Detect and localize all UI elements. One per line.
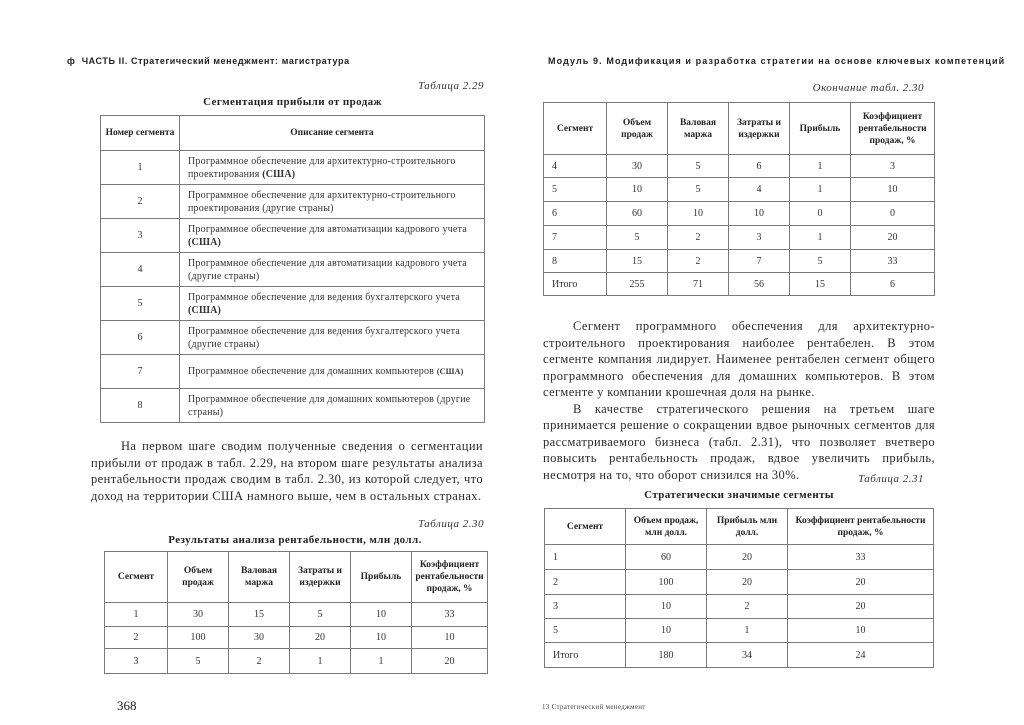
cell: 56 — [729, 273, 790, 296]
body-paragraph: На первом шаге сводим полученные сведения о сегментации прибыли от продаж в табл. 2.29, на втором шаге результаты анализа рентабельности продаж сводим в табл. 2.30, из которой следует, что доход на территории США намного выше, чем в остальных странах. — [91, 439, 483, 503]
col-header: Валовая маржа — [229, 552, 290, 603]
cell: 10 — [851, 178, 935, 202]
cell: 100 — [626, 570, 707, 595]
col-header: Прибыль млн долл. — [707, 509, 788, 545]
col-header: Коэффициент рентабельности продаж, % — [788, 509, 934, 545]
cell: 3 — [545, 595, 626, 619]
table-2-29-title: Сегментация прибыли от продаж — [203, 96, 382, 108]
table-row — [545, 595, 934, 619]
cell: 20 — [788, 595, 934, 619]
table-2-30-title: Результаты анализа рентабельности, млн долл. — [168, 534, 422, 546]
cell: 5 — [544, 178, 607, 202]
table-row — [544, 178, 935, 202]
cell: 0 — [790, 202, 851, 226]
cell: 3 — [729, 226, 790, 250]
cell: 5 — [668, 178, 729, 202]
paragraph-1: Сегмент программного обеспечения для архитектурно-строительного проектирования наиболее рентабелен. В этом сегменте компания лидирует. Наименее рентабелен сегмент общего программного обеспечения для домашних компьютеров. В этом сегменте у компании крошечная доля на рынке. — [543, 319, 935, 399]
cell: 8 — [544, 250, 607, 273]
cell: 20 — [290, 627, 351, 649]
table-row — [544, 226, 935, 250]
cell: 15 — [229, 603, 290, 627]
cell: 6 — [729, 155, 790, 178]
table-row — [101, 355, 485, 389]
col-header: Объем продаж — [168, 552, 229, 603]
cell: 30 — [229, 627, 290, 649]
cell: 1 — [790, 226, 851, 250]
col-header: Валовая маржа — [668, 103, 729, 155]
cell: 1 — [790, 155, 851, 178]
cell: 15 — [607, 250, 668, 273]
cell: 10 — [788, 619, 934, 643]
cell: 20 — [412, 649, 488, 674]
cell: 10 — [607, 178, 668, 202]
cell: 5 — [607, 226, 668, 250]
table-row — [544, 202, 935, 226]
cell: 33 — [412, 603, 488, 627]
table-row — [101, 389, 485, 423]
cell: 20 — [851, 226, 935, 250]
table-row — [545, 570, 934, 595]
table-row-total — [545, 643, 934, 668]
cell: Программное обеспечение для автоматизации кадрового учета (другие страны) — [180, 253, 485, 287]
cell: 5 — [668, 155, 729, 178]
cell: 5 — [168, 649, 229, 674]
col-header: Затраты и издержки — [290, 552, 351, 603]
cell: 100 — [168, 627, 229, 649]
cell: 2 — [707, 595, 788, 619]
table-row — [101, 185, 485, 219]
cell: 5 — [290, 603, 351, 627]
table-2-31-title: Стратегически значимые сегменты — [644, 489, 834, 501]
table-2-30-continuation — [543, 102, 935, 296]
table-row — [545, 545, 934, 570]
cell: 7 — [729, 250, 790, 273]
cell: 6 — [101, 321, 180, 355]
cell: 30 — [607, 155, 668, 178]
cell: Программное обеспечение для архитектурно-строительного проектирования (США) — [180, 151, 485, 185]
table-row — [105, 649, 488, 674]
table-row — [101, 151, 485, 185]
cell: 1 — [707, 619, 788, 643]
table-2-30-continuation-label: Окончание табл. 2.30 — [812, 82, 924, 94]
cell: 255 — [607, 273, 668, 296]
cell: 15 — [790, 273, 851, 296]
right-page — [512, 0, 1024, 725]
cell: 33 — [788, 545, 934, 570]
cell: Программное обеспечение для автоматизации кадрового учета (США) — [180, 219, 485, 253]
table-row — [101, 321, 485, 355]
cell: 4 — [101, 253, 180, 287]
table-row — [545, 619, 934, 643]
cell: 2 — [668, 226, 729, 250]
table-row-total — [544, 273, 935, 296]
cell: 1 — [351, 649, 412, 674]
table-2-30-label: Таблица 2.30 — [418, 518, 484, 530]
page-number: 368 — [117, 698, 137, 713]
cell: 20 — [707, 570, 788, 595]
cell: 4 — [729, 178, 790, 202]
col-header: Прибыль — [351, 552, 412, 603]
col-header: Затраты и издержки — [729, 103, 790, 155]
col-header: Сегмент — [545, 509, 626, 545]
running-head-text: ЧАСТЬ II. Стратегический менеджмент: магистратура — [81, 56, 350, 66]
cell: Программное обеспечение для домашних компьютеров (другие страны) — [180, 389, 485, 423]
body-paragraphs — [543, 318, 935, 483]
col-header: Сегмент — [105, 552, 168, 603]
cell: Итого — [544, 273, 607, 296]
cell: 20 — [707, 545, 788, 570]
col-header: Прибыль — [790, 103, 851, 155]
cell: 6 — [851, 273, 935, 296]
table-2-29-label: Таблица 2.29 — [418, 80, 484, 92]
marker-icon: ф — [67, 56, 76, 66]
table-row — [105, 627, 488, 649]
cell: 6 — [544, 202, 607, 226]
cell: 10 — [626, 595, 707, 619]
col-header: Коэффициент рентабельности продаж, % — [851, 103, 935, 155]
cell: Программное обеспечение для ведения бухгалтерского учета (США) — [180, 287, 485, 321]
cell: 7 — [544, 226, 607, 250]
col-header: Объем продаж, млн долл. — [626, 509, 707, 545]
cell: 5 — [790, 250, 851, 273]
cell: 34 — [707, 643, 788, 668]
col-header: Номер сегмента — [101, 116, 180, 151]
table-row — [544, 250, 935, 273]
cell: 30 — [168, 603, 229, 627]
cell: 33 — [851, 250, 935, 273]
table-row — [101, 287, 485, 321]
cell: 60 — [626, 545, 707, 570]
cell: 180 — [626, 643, 707, 668]
cell: 10 — [668, 202, 729, 226]
cell: Программное обеспечение для архитектурно-строительного проектирования (другие страны) — [180, 185, 485, 219]
table-row — [101, 219, 485, 253]
cell: 2 — [101, 185, 180, 219]
table-2-31 — [544, 508, 934, 668]
cell: 5 — [101, 287, 180, 321]
cell: 5 — [545, 619, 626, 643]
cell: 10 — [351, 627, 412, 649]
cell: 10 — [412, 627, 488, 649]
table-row — [105, 603, 488, 627]
table-row — [544, 155, 935, 178]
table-header-row — [101, 116, 485, 151]
table-header-row — [105, 552, 488, 603]
cell: 24 — [788, 643, 934, 668]
cell: Итого — [545, 643, 626, 668]
cell: 3 — [101, 219, 180, 253]
table-2-31-label: Таблица 2.31 — [858, 473, 924, 485]
cell: Программное обеспечение для ведения бухгалтерского учета (другие страны) — [180, 321, 485, 355]
cell: 1 — [101, 151, 180, 185]
cell: 2 — [229, 649, 290, 674]
cell: 71 — [668, 273, 729, 296]
cell: 2 — [545, 570, 626, 595]
cell: 2 — [105, 627, 168, 649]
col-header: Коэффициент рентабельности продаж, % — [412, 552, 488, 603]
running-head: Модуль 9. Модификация и разработка стратегии на основе ключевых компетенций — [548, 56, 1006, 66]
paragraph-2: В качестве стратегического решения на третьем шаге принимается решение о сокращении вдвое рыночных сегментов для рассматриваемого бизнеса (табл. 2.31), что позволяет вчетверо повысить рентабельность продаж, вдвое увеличить прибыль, несмотря на то, что оборот снизился на 30%. — [543, 401, 935, 482]
cell: 1 — [105, 603, 168, 627]
cell: 8 — [101, 389, 180, 423]
cell: 3 — [105, 649, 168, 674]
col-header: Описание сегмента — [180, 116, 485, 151]
cell: 1 — [290, 649, 351, 674]
table-2-30 — [104, 551, 488, 674]
col-header: Объем продаж — [607, 103, 668, 155]
cell: 10 — [351, 603, 412, 627]
cell: 2 — [668, 250, 729, 273]
table-row — [101, 253, 485, 287]
cell: 20 — [788, 570, 934, 595]
cell: 1 — [790, 178, 851, 202]
cell: 7 — [101, 355, 180, 389]
col-header: Сегмент — [544, 103, 607, 155]
cell: 60 — [607, 202, 668, 226]
cell: 0 — [851, 202, 935, 226]
footer-signature: 13 Стратегический менеджмент — [542, 703, 646, 711]
cell: Программное обеспечение для домашних компьютеров (США) — [180, 355, 485, 389]
cell: 10 — [729, 202, 790, 226]
cell: 10 — [626, 619, 707, 643]
running-head — [67, 56, 350, 66]
cell: 1 — [545, 545, 626, 570]
table-2-29 — [100, 115, 485, 423]
cell: 4 — [544, 155, 607, 178]
table-header-row — [544, 103, 935, 155]
cell: 3 — [851, 155, 935, 178]
table-header-row — [545, 509, 934, 545]
